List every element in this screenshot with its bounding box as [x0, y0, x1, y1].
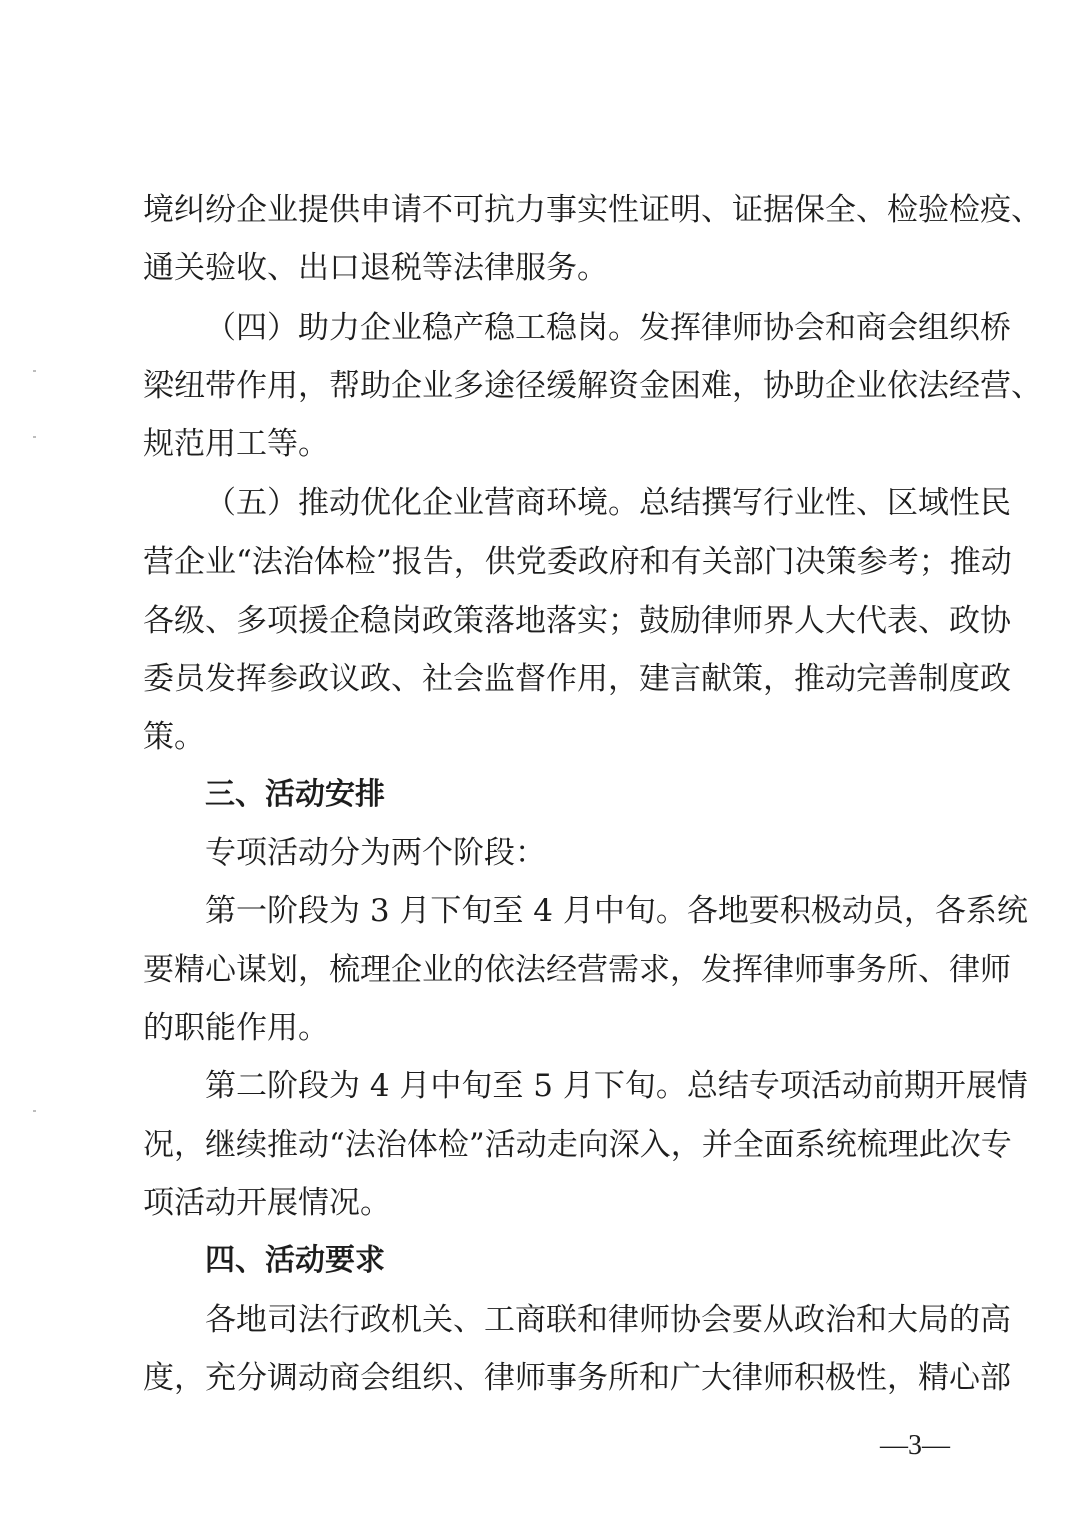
- body-text-line: 度，充分调动商会组织、律师事务所和广大律师积极性，精心部: [143, 1360, 1011, 1396]
- body-text-line: 的职能作用。: [143, 1010, 329, 1046]
- body-text-line: 第一阶段为 3 月下旬至 4 月中旬。各地要积极动员，各系统: [205, 893, 1028, 929]
- body-text-line: 第二阶段为 4 月中旬至 5 月下旬。总结专项活动前期开展情: [205, 1068, 1028, 1104]
- body-text-line: 规范用工等。: [143, 426, 329, 462]
- body-text-line: 况，继续推动“法治体检”活动走向深入，并全面系统梳理此次专: [143, 1127, 1012, 1163]
- scan-speck: [33, 1110, 36, 1112]
- body-text-line: （五）推动优化企业营商环境。总结撰写行业性、区域性民: [205, 485, 1011, 521]
- scan-speck: [33, 436, 36, 438]
- page-number: —3—: [880, 1430, 950, 1461]
- body-text-line: 专项活动分为两个阶段：: [205, 835, 546, 871]
- body-text-line: 境纠纷企业提供申请不可抗力事实性证明、证据保全、检验检疫、: [143, 192, 1042, 228]
- body-text-line: 梁纽带作用，帮助企业多途径缓解资金困难，协助企业依法经营、: [143, 368, 1042, 404]
- body-text-line: 各级、多项援企稳岗政策落地落实；鼓励律师界人大代表、政协: [143, 603, 1011, 639]
- body-text-line: 要精心谋划，梳理企业的依法经营需求，发挥律师事务所、律师: [143, 952, 1011, 988]
- body-text-line: 营企业“法治体检”报告，供党委政府和有关部门决策参考；推动: [143, 544, 1012, 580]
- body-text-line: （四）助力企业稳产稳工稳岗。发挥律师协会和商会组织桥: [205, 310, 1011, 346]
- body-text-line: 各地司法行政机关、工商联和律师协会要从政治和大局的高: [205, 1302, 1011, 1338]
- scan-speck: [33, 370, 36, 372]
- body-text-line: 委员发挥参政议政、社会监督作用，建言献策，推动完善制度政: [143, 661, 1011, 697]
- body-text-line: 通关验收、出口退税等法律服务。: [143, 250, 608, 286]
- section-heading: 四、活动要求: [205, 1243, 385, 1278]
- section-heading: 三、活动安排: [205, 777, 385, 812]
- body-text-line: 项活动开展情况。: [143, 1185, 391, 1221]
- body-text-line: 策。: [143, 719, 205, 755]
